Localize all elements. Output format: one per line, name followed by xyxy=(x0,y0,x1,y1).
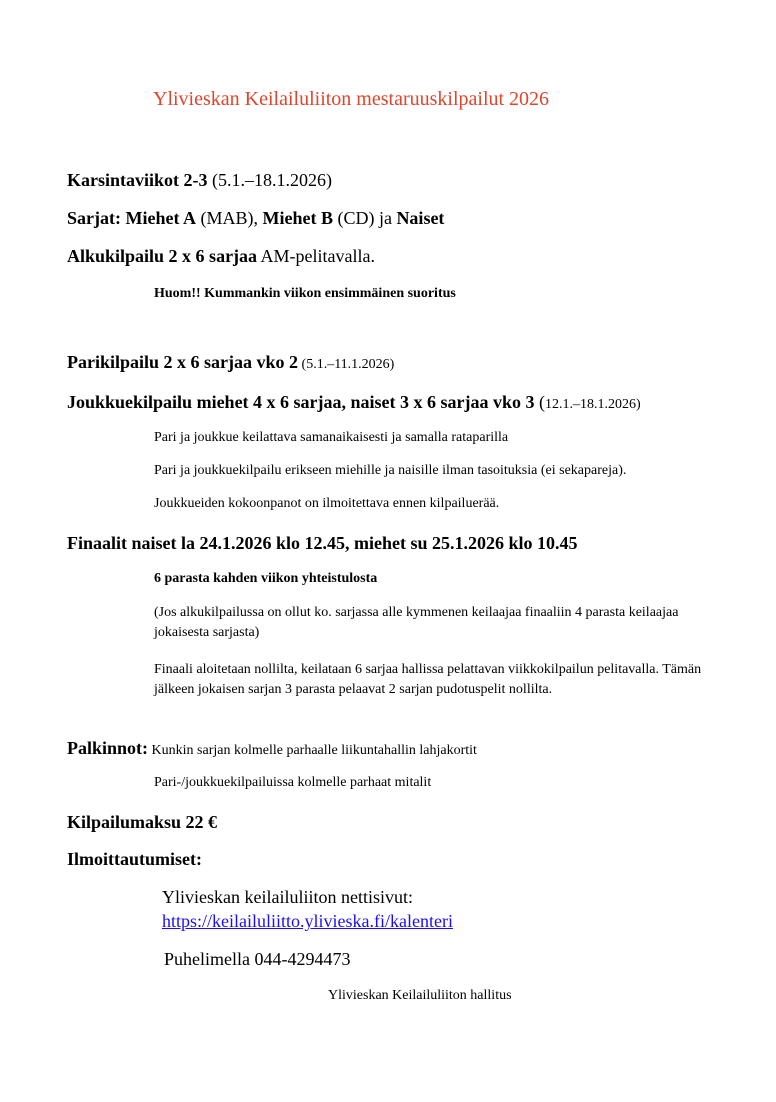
series-naiset: Naiset xyxy=(396,208,445,228)
series-miehet-a: Miehet A xyxy=(125,208,196,228)
karsinta-label: Karsintaviikot 2-3 xyxy=(67,170,208,190)
finaalit-best6: 6 parasta kahden viikon yhteistulosta xyxy=(154,571,378,586)
alkukilpailu-line xyxy=(67,246,375,267)
series-miehet-b-code: (CD) ja xyxy=(332,208,397,228)
palkinnot-label: Palkinnot: xyxy=(67,738,149,758)
website-link[interactable]: https://keilailuliitto.ylivieska.fi/kalenteri xyxy=(162,911,453,931)
pair-note: Pari ja joukkuekilpailu erikseen miehille ja naisille ilman tasoituksia (ei sekapareja). xyxy=(154,463,627,478)
ilmoittautumiset-heading xyxy=(67,849,202,870)
page-title: Ylivieskan Keilailuliiton mestaruuskilpailut 2026 xyxy=(153,88,550,110)
series-miehet-b: Miehet B xyxy=(262,208,333,228)
karsinta-dates: (5.1.–18.1.2026) xyxy=(207,170,333,190)
signature: Ylivieskan Keilailuliiton hallitus xyxy=(328,988,512,1003)
alkukilpailu-label: Alkukilpailu 2 x 6 sarjaa xyxy=(67,246,258,266)
pair-note: Pari ja joukkue keilattava samanaikaisesti ja samalla rataparilla xyxy=(154,430,509,445)
joukkuekilpailu-label: Joukkuekilpailu miehet 4 x 6 sarjaa, naiset 3 x 6 sarjaa vko 3 xyxy=(67,392,535,412)
joukkuekilpailu-line xyxy=(67,392,641,413)
finaalit-heading-text: Finaalit naiset la 24.1.2026 klo 12.45, miehet su 25.1.2026 klo 10.45 xyxy=(67,533,578,553)
finaalit-note: (Jos alkukilpailussa on ollut ko. sarjassa alle kymmenen keilaajaa finaaliin 4 parasta keilaajaa jokaisesta sarjasta) xyxy=(154,605,679,640)
joukkuekilpailu-paren: ( xyxy=(534,392,546,412)
palkinnot-team: Pari-/joukkuekilpailuissa kolmelle parhaat mitalit xyxy=(154,775,432,790)
joukkuekilpailu-dates: 12.1.–18.1.2026) xyxy=(545,397,641,412)
series-miehet-a-code: (MAB), xyxy=(195,208,263,228)
kilpailumaksu-text: Kilpailumaksu 22 € xyxy=(67,812,218,832)
pair-note: Joukkueiden kokoonpanot on ilmoitettava ennen kilpailuerää. xyxy=(154,496,500,511)
kilpailumaksu-line xyxy=(67,812,217,833)
finaalit-heading xyxy=(67,533,578,554)
karsinta-line xyxy=(67,170,332,191)
sarjat-label: Sarjat: xyxy=(67,208,121,228)
website-label: Ylivieskan keilailuliiton nettisivut: xyxy=(162,887,413,907)
phone-line: Puhelimella 044-4294473 xyxy=(164,949,351,969)
parikilpailu-dates: (5.1.–11.1.2026) xyxy=(298,357,395,372)
alkukilpailu-format: AM-pelitavalla. xyxy=(257,246,376,266)
ilmoittautumiset-label: Ilmoittautumiset: xyxy=(67,849,202,869)
parikilpailu-line xyxy=(67,352,394,373)
finaalit-format: Finaali aloitetaan nollilta, keilataan 6 sarjaa hallissa pelattavan viikkokilpailun pelitavalla. Tämän jälkeen jokaisen sarjan 3 parasta pelaavat 2 sarjan pudotuspelit nollilta. xyxy=(154,662,702,697)
huom-note: Huom!! Kummankin viikon ensimmäinen suoritus xyxy=(154,286,456,301)
palkinnot-line xyxy=(67,738,477,759)
palkinnot-text: Kunkin sarjan kolmelle parhaalle liikuntahallin lahjakortit xyxy=(148,743,477,758)
sarjat-line xyxy=(67,208,444,229)
parikilpailu-label: Parikilpailu 2 x 6 sarjaa vko 2 xyxy=(67,352,299,372)
